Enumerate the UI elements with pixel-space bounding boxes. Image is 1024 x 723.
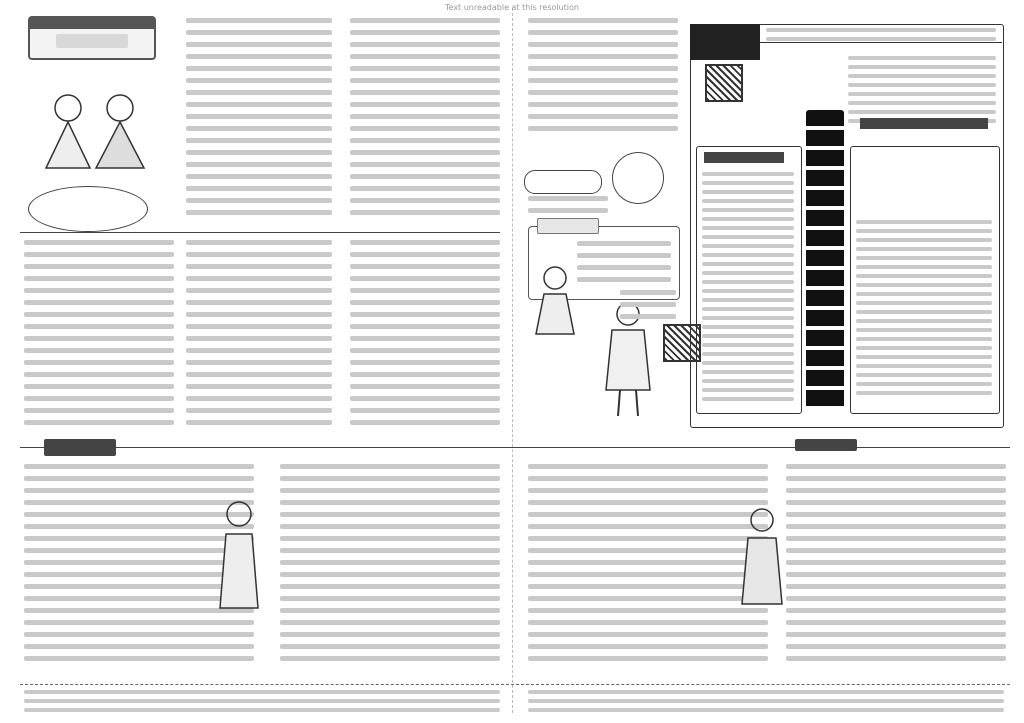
fire-dept-qr-code[interactable]	[705, 64, 743, 102]
commuter-illustration	[734, 506, 790, 606]
fire-dept-news-logo	[690, 24, 760, 60]
recruitment-lines	[577, 241, 671, 289]
dangers-text	[702, 172, 794, 406]
section-divider	[20, 232, 500, 233]
text-column	[24, 240, 174, 432]
text-column	[350, 240, 500, 432]
dangers-heading	[704, 152, 784, 163]
text-column	[186, 240, 332, 432]
theme-text	[528, 196, 608, 220]
column-title-badge	[795, 439, 857, 451]
recruitment-header	[537, 218, 599, 234]
text-column	[786, 464, 1006, 668]
theme-label-bubble	[524, 170, 602, 194]
placeholder-note: Text unreadable at this resolution	[445, 3, 579, 12]
shopping-woman-illustration	[208, 498, 270, 610]
text-column	[186, 18, 332, 222]
text-column	[528, 464, 768, 668]
section-header-heartful	[28, 16, 156, 60]
page-fold-line	[512, 8, 513, 713]
measures-heading	[860, 118, 988, 129]
illustration-caption	[620, 290, 676, 326]
reader-call-bubble	[612, 152, 664, 204]
footer-text	[24, 690, 500, 717]
column-title-badge	[44, 439, 116, 456]
text-column	[350, 18, 500, 222]
text-column	[528, 18, 678, 138]
hina-dolls-illustration	[36, 88, 152, 172]
speech-bubble	[28, 186, 148, 232]
student-illustration	[528, 264, 582, 336]
header-label	[56, 34, 128, 48]
text-column	[280, 464, 500, 668]
section-divider	[20, 447, 1010, 448]
footer-text	[528, 690, 1004, 717]
header-strip	[30, 18, 154, 29]
vertical-title	[806, 110, 844, 410]
measures-text	[856, 220, 992, 400]
footer-divider	[20, 684, 1010, 685]
news-header-text	[766, 28, 996, 46]
